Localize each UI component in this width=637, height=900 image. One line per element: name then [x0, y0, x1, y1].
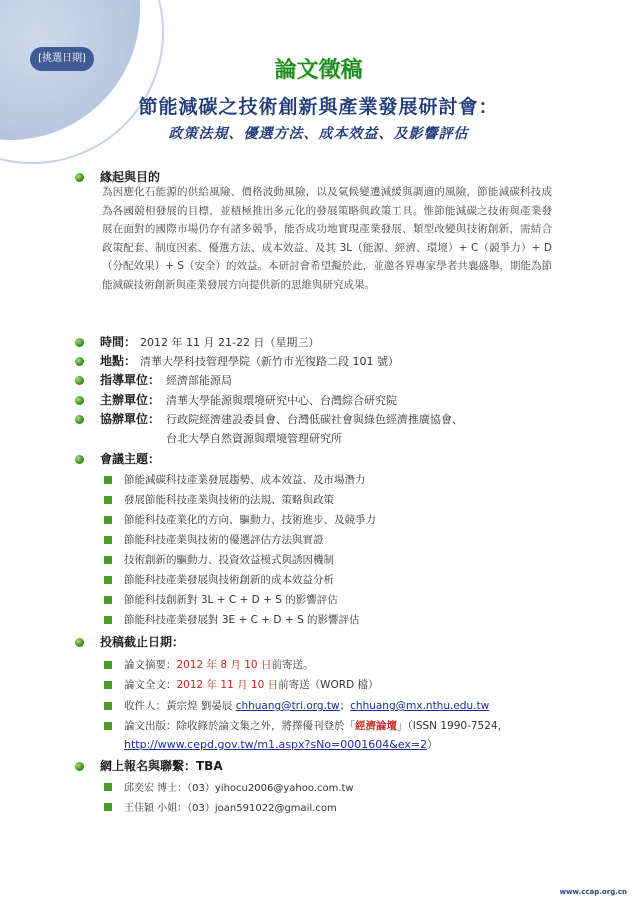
publication-line: 論文出版：除收錄於論文集之外，將擇優刊登於「經濟論壇」（ISSN 1990-7524，: [124, 720, 509, 732]
conference-subtitle: 政策法規、優選方法、成本效益、及影響評估: [168, 126, 469, 142]
square-bullet-icon: [104, 536, 112, 544]
time-value: 2012 年 11 月 21-22 日（星期三）: [140, 336, 320, 349]
square-bullet-icon: [104, 496, 112, 504]
page-title: 論文徵稿: [274, 58, 363, 83]
square-bullet-icon: [104, 596, 112, 604]
host-value: 清華大學能源與環境研究中心、台灣綜合研究院: [166, 394, 397, 407]
cohost-value-line1: 行政院經濟建設委員會、台灣低碳社會與綠色經濟推廣協會、: [166, 413, 463, 426]
date-badge: [挑選日期]: [30, 47, 94, 71]
place-label: 地點：: [100, 354, 137, 368]
cohost-value-line2: 台北大學自然資源與環境管理研究所: [166, 432, 342, 445]
guide-label: 指導單位：: [100, 373, 161, 387]
bullet-icon: [75, 173, 84, 182]
contact-item: 邱奕宏 博士：（03）yihocu2006@yahoo.com.tw: [124, 783, 354, 794]
bullet-icon: [75, 396, 84, 405]
topic-item: 節能科技產業發展與技術創新的成本效益分析: [124, 574, 334, 586]
topics-label: 會議主題：: [100, 452, 161, 466]
bullet-icon: [75, 415, 84, 424]
contact-item: 王佳穎 小姐：（03）joan591022@gmail.com: [124, 803, 337, 814]
square-bullet-icon: [104, 783, 112, 791]
deadline-label: 投稿截止日期：: [100, 635, 185, 649]
origin-paragraph: 為因應化石能源的供給風險、價格波動風險，以及氣候變遷減緩與調適的風險，節能減碳科技成為各國競相發展的目標，並積極推出多元化的發展策略與政策工具。惟節能減碳之技術與產業發展在面對的國際市場仍存有諸多競爭，能否成功地實現產業發展、類型改變與技術創新，需結合政策配套、制度因素、優選方法、成本效益、及其 3L（能源、經濟、環境）+ C（競爭力）+ D（分配效果）+ S（安全）的效益。本研討會希望擬於此，並邀各界專家學者共襄盛舉，期能為節能減碳技術創新與產業發展方向提供新的思維與研究成果。: [102, 186, 552, 291]
email-link-1[interactable]: chhuang@tri.org.tw: [235, 700, 340, 712]
square-bullet-icon: [104, 681, 112, 689]
square-bullet-icon: [104, 661, 112, 669]
publication-url-line: http://www.cepd.gov.tw/m1.aspx?sNo=0001604&ex=2）: [124, 738, 438, 751]
topic-item: 節能科技產業化的方向、驅動力、技術進步、及競爭力: [124, 514, 376, 526]
square-bullet-icon: [104, 476, 112, 484]
time-label: 時間：: [100, 335, 137, 349]
guide-value: 經濟部能源局: [166, 374, 232, 387]
origin-heading: 緣起與目的: [100, 170, 161, 184]
topic-item: 發展節能科技產業與技術的法規、策略與政策: [124, 494, 334, 506]
square-bullet-icon: [104, 803, 112, 811]
place-value: 清華大學科技管理學院（新竹市光復路二段 101 號）: [140, 355, 399, 368]
square-bullet-icon: [104, 516, 112, 524]
topic-item: 技術創新的驅動力、投資效益模式與誘因機制: [124, 554, 334, 566]
topic-item: 節能科技產業與技術的優選評估方法與實證: [124, 534, 324, 546]
paper-deadline: 論文全文：2012 年 11 月 10 日前寄送（WORD 檔）: [124, 679, 379, 691]
footer-url: www.ccap.org.cn: [559, 888, 627, 896]
topic-item: 節能科技創新對 3L + C + D + S 的影響評估: [124, 594, 338, 606]
bullet-icon: [75, 455, 84, 464]
email-link-2[interactable]: chhuang@mx.nthu.edu.tw: [350, 700, 490, 712]
bullet-icon: [75, 338, 84, 347]
topic-item: 節能科技產業發展對 3E + C + D + S 的影響評估: [124, 614, 360, 626]
conference-title: 節能減碳之技術創新與產業發展研討會：: [138, 96, 499, 118]
contact-line: 收件人：黃宗煌 劉晏辰 chhuang@tri.org.tw；chhuang@mx.nthu.edu.tw: [124, 700, 490, 712]
bullet-icon: [75, 638, 84, 647]
bullet-icon: [75, 376, 84, 385]
square-bullet-icon: [104, 702, 112, 710]
topic-item: 節能減碳科技產業發展趨勢、成本效益、及市場潛力: [124, 474, 366, 486]
bullet-icon: [75, 357, 84, 366]
journal-url-link[interactable]: http://www.cepd.gov.tw/m1.aspx?sNo=0001604&ex=2: [124, 738, 428, 751]
square-bullet-icon: [104, 722, 112, 730]
host-label: 主辦單位：: [100, 393, 161, 407]
square-bullet-icon: [104, 556, 112, 564]
abstract-deadline: 論文摘要：2012 年 8 月 10 日前寄送。: [124, 659, 314, 671]
square-bullet-icon: [104, 576, 112, 584]
square-bullet-icon: [104, 616, 112, 624]
cohost-label: 協辦單位：: [100, 412, 161, 426]
registration-label: 網上報名與聯繫：TBA: [100, 759, 223, 773]
bullet-icon: [75, 762, 84, 771]
